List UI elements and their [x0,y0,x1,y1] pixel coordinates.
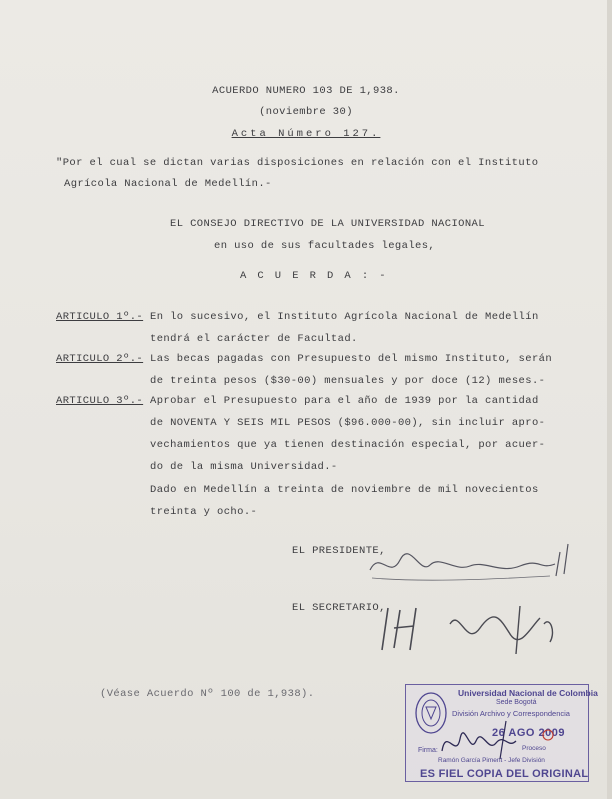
intro-line-1: "Por el cual se dictan varias disposiciones en relación con el Instituto [56,157,539,169]
article-3-line-1: Aprobar el Presupuesto para el año de 1939 por la cantidad [150,395,539,407]
stamp-division: División Archivo y Correspondencia [452,709,570,718]
acta-number: Acta Número 127. [231,128,381,140]
article-2-line-1: Las becas pagadas con Presupuesto del mismo Instituto, serán [150,353,553,365]
agreement-date: (noviembre 30) [259,106,353,118]
faithful-copy-label: ES FIEL COPIA DEL ORIGINAL [420,768,589,780]
secretary-signature [370,598,570,658]
stamp-firma-label: Firma: [418,747,438,754]
closing-line-1: Dado en Medellín a treinta de noviembre de mil novecientos [150,484,539,496]
page-edge [607,0,612,799]
article-3-line-3: vechamientos que ya tienen destinación especial, por acuer- [150,439,546,451]
president-signature [360,530,590,590]
article-2-label: ARTICULO 2º.- [56,353,144,365]
article-1-label: ARTICULO 1º.- [56,311,144,323]
article-3-line-4: do de la misma Universidad.- [150,461,338,473]
stamp-sede: Sede Bogotá [496,699,537,706]
intro-line-2: Agrícola Nacional de Medellín.- [64,178,272,190]
stamp-proceso: Proceso [522,745,546,752]
stamp-chief-name: Ramón García Piment - Jefe División [438,757,545,764]
acuerda-heading: A C U E R D A : - [240,270,388,282]
agreement-title: ACUERDO NUMERO 103 DE 1,938. [212,85,400,97]
article-1-line-1: En lo sucesivo, el Instituto Agrícola Nacional de Medellín [150,311,539,323]
president-label: EL PRESIDENTE, [292,545,386,557]
article-3-label: ARTICULO 3º.- [56,395,144,407]
secretary-label: EL SECRETARIO, [292,602,386,614]
stamp-date: 26 AGO 2009 [492,727,565,739]
article-3-line-2: de NOVENTA Y SEIS MIL PESOS ($96.000-00), sin incluir apro- [150,417,546,429]
stamp-university: Universidad Nacional de Colombia [458,688,598,698]
council-line-1: EL CONSEJO DIRECTIVO DE LA UNIVERSIDAD NACIONAL [170,218,485,230]
stamp-handwritten-signature [436,719,556,765]
reference-note: (Véase Acuerdo Nº 100 de 1,938). [100,688,315,700]
article-2-line-2: de treinta pesos ($30-00) mensuales y por doce (12) meses.- [150,375,546,387]
article-1-line-2: tendrá el carácter de Facultad. [150,333,358,345]
closing-line-2: treinta y ocho.- [150,506,258,518]
council-line-2: en uso de sus facultades legales, [214,240,436,252]
